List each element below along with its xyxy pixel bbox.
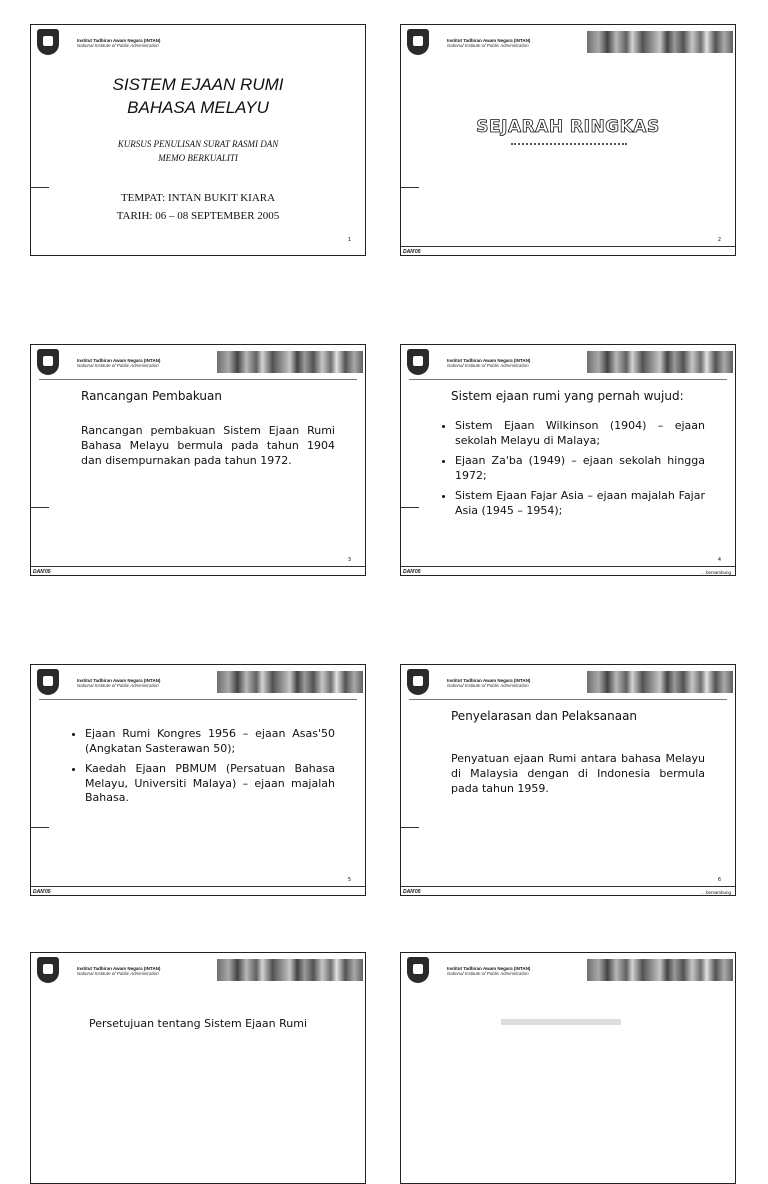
slide-3 (30, 344, 366, 576)
intan-crest-logo (37, 957, 59, 983)
left-rule (31, 827, 49, 828)
page-number: 2 (717, 237, 721, 243)
institute-name: Institut Tadbiran Awam Negara (INTAN) National Institute of Public Administration (447, 678, 531, 688)
intan-crest-logo (37, 349, 59, 375)
institute-name: Institut Tadbiran Awam Negara (INTAN) National Institute of Public Administration (447, 966, 531, 976)
slide-title: SISTEM EJAAN RUMI BAHASA MELAYU (112, 75, 284, 117)
header-photo-strip (217, 351, 363, 373)
slide-1 (30, 24, 366, 256)
course-subtitle: KURSUS PENULISAN SURAT RASMI DAN MEMO BERKUALITI (117, 139, 279, 163)
institute-name: Institut Tadbiran Awam Negara (INTAN) National Institute of Public Administration (77, 358, 161, 368)
slide-6 (400, 664, 736, 896)
slide-2 (400, 24, 736, 256)
slide-4 (400, 344, 736, 576)
slide-heading: Sistem ejaan rumi yang pernah wujud: (451, 389, 684, 403)
continued-note: ... bersambung (700, 890, 731, 895)
page-number: 5 (347, 877, 351, 883)
left-rule (401, 827, 419, 828)
bullet-list (71, 727, 335, 812)
left-rule (401, 507, 419, 508)
left-rule (31, 507, 49, 508)
bullet-item: • Sistem Ejaan Wilkinson (1904) – ejaan sekolah Melayu di Malaya; (455, 419, 705, 448)
footer-code: DAN'05 (403, 249, 421, 255)
slide-header (31, 953, 365, 987)
slide-8 (400, 952, 736, 1184)
header-photo-strip (217, 671, 363, 693)
slide-footer (401, 566, 735, 575)
institute-name: Institut Tadbiran Awam Negara (INTAN) National Institute of Public Administration (77, 38, 161, 48)
header-divider (39, 379, 357, 380)
bullet-item: • Sistem Ejaan Fajar Asia – ejaan majalah Fajar Asia (1945 – 1954); (455, 489, 705, 518)
bullet-item: • Ejaan Za'ba (1949) – ejaan sekolah hingga 1972; (455, 454, 705, 483)
footer-code: DAN'05 (33, 569, 51, 575)
header-photo-strip (587, 351, 733, 373)
slide-header (31, 345, 365, 379)
intan-crest-logo (407, 669, 429, 695)
title-underline (511, 143, 627, 145)
footer-code: DAN'05 (33, 889, 51, 895)
header-photo-strip (217, 959, 363, 981)
left-rule (31, 187, 49, 188)
footer-code: DAN'05 (403, 889, 421, 895)
continued-note: ... bersambung (700, 570, 731, 575)
institute-name: Institut Tadbiran Awam Negara (INTAN) National Institute of Public Administration (77, 966, 161, 976)
slide-heading: Penyelarasan dan Pelaksanaan (451, 709, 638, 723)
intan-crest-logo (407, 29, 429, 55)
intan-crest-logo (37, 669, 59, 695)
slide-body: Rancangan pembakuan Sistem Ejaan Rumi Bahasa Melayu bermula pada tahun 1904 dan disempurnakan pada tahun 1972. (81, 424, 335, 467)
intan-crest-logo (37, 29, 59, 55)
page-number: 3 (347, 557, 351, 563)
slide-footer (401, 886, 735, 895)
intan-crest-logo (407, 349, 429, 375)
intan-crest-logo (407, 957, 429, 983)
institute-name: Institut Tadbiran Awam Negara (INTAN) National Institute of Public Administration (77, 678, 161, 688)
slide-5 (30, 664, 366, 896)
venue-and-date: TEMPAT: INTAN BUKIT KIARA TARIH: 06 – 08 SEPTEMBER 2005 (116, 192, 280, 222)
header-divider (39, 699, 357, 700)
slide-body: Penyatuan ejaan Rumi antara bahasa Melayu di Malaysia dengan di Indonesia bermula pada tahun 1959. (451, 752, 705, 795)
slide-header (31, 25, 365, 59)
header-photo-strip (587, 959, 733, 981)
slide-header (401, 665, 735, 699)
slide-header (401, 953, 735, 987)
bullet-item: • Ejaan Rumi Kongres 1956 – ejaan Asas'50 (Angkatan Sasterawan 50); (85, 727, 335, 756)
header-photo-strip (587, 671, 733, 693)
page-number: 4 (717, 557, 721, 563)
slide-footer (31, 886, 365, 895)
slide-body: Persetujuan tentang Sistem Ejaan Rumi (88, 1017, 308, 1030)
header-photo-strip (587, 31, 733, 53)
page-number: 6 (717, 877, 721, 883)
bullet-item: • Kaedah Ejaan PBMUM (Persatuan Bahasa Melayu, Universiti Malaya) – ejaan majalah Bahasa. (85, 762, 335, 806)
header-divider (409, 379, 727, 380)
footer-code: DAN'05 (403, 569, 421, 575)
slide-header (31, 665, 365, 699)
left-rule (401, 187, 419, 188)
institute-name: Institut Tadbiran Awam Negara (INTAN) National Institute of Public Administration (447, 38, 531, 48)
slide-header (401, 25, 735, 59)
slide-heading: Rancangan Pembakuan (81, 389, 222, 403)
slide-7 (30, 952, 366, 1184)
institute-name: Institut Tadbiran Awam Negara (INTAN) National Institute of Public Administration (447, 358, 531, 368)
section-title: SEJARAH RINGKAS (476, 117, 660, 137)
slide-footer (401, 246, 735, 255)
faded-title (501, 1019, 621, 1025)
slide-header (401, 345, 735, 379)
header-divider (409, 699, 727, 700)
page-number: 1 (347, 237, 351, 243)
slide-footer (31, 566, 365, 575)
bullet-list (441, 419, 705, 524)
